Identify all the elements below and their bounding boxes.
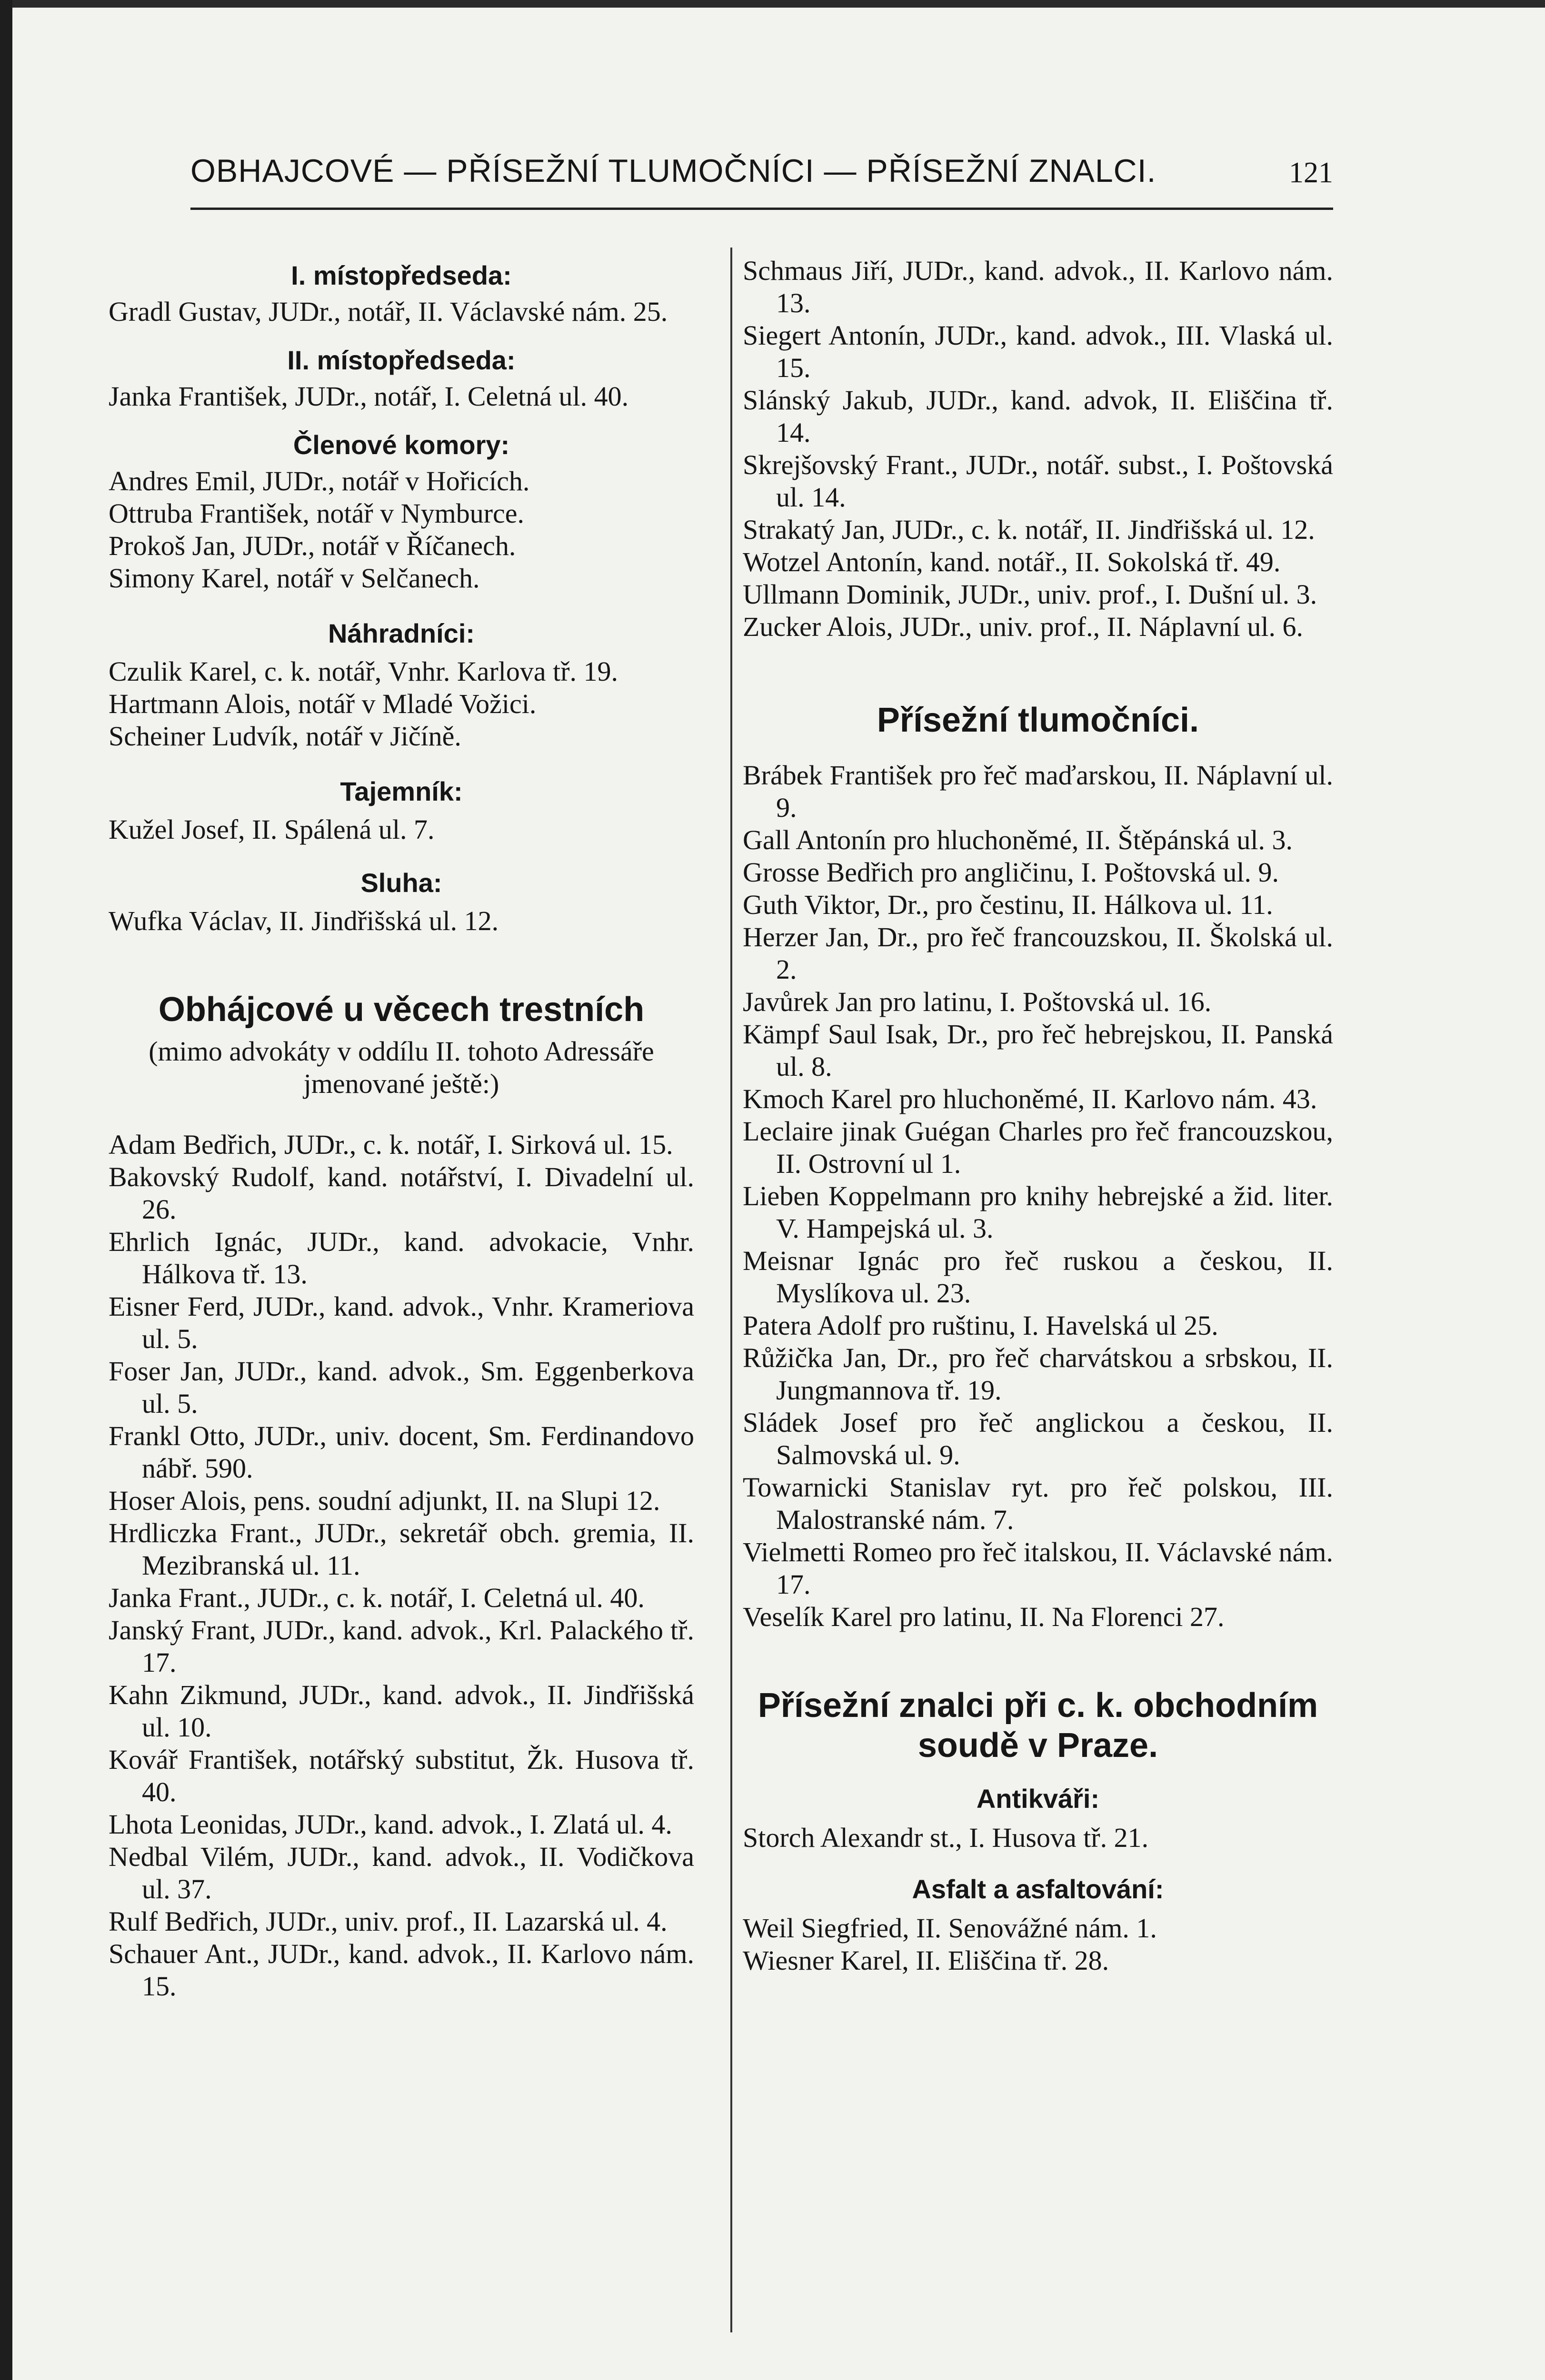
members-list — [109, 465, 694, 595]
subs-list — [109, 655, 694, 753]
servant-list — [109, 905, 694, 937]
list-entry: Andres Emil, JUDr., notář v Hořicích. — [109, 466, 530, 496]
list-entry: Meisnar Ignác pro řeč ruskou a českou, II. Myslíkova ul. 23. — [743, 1245, 1333, 1309]
list-entry: Ullmann Dominik, JUDr., univ. prof., I. Dušní ul. 3. — [743, 579, 1317, 610]
list-entry: Foser Jan, JUDr., kand. advok., Sm. Eggenberkova ul. 5. — [109, 1356, 694, 1419]
left-column — [109, 255, 694, 2003]
list-entry: Bakovský Rudolf, kand. notářství, I. Divadelní ul. 26. — [109, 1161, 694, 1225]
vice1-list — [109, 296, 694, 328]
antiquarians-heading: Antikváři: — [976, 1784, 1100, 1814]
running-header — [190, 152, 1333, 205]
list-entry: Růžička Jan, Dr., pro řeč charvátskou a srbskou, II. Jungmannova tř. 19. — [743, 1342, 1333, 1406]
list-entry: Gall Antonín pro hluchoněmé, II. Štěpánská ul. 3. — [743, 824, 1293, 855]
list-entry: Kämpf Saul Isak, Dr., pro řeč hebrejskou, II. Panská ul. 8. — [743, 1019, 1333, 1082]
list-entry: Storch Alexandr st., I. Husova tř. 21. — [743, 1822, 1149, 1853]
scan-edge-left — [0, 0, 12, 2380]
list-entry: Patera Adolf pro ruštinu, I. Havelská ul 25. — [743, 1310, 1218, 1341]
list-entry: Rulf Bedřich, JUDr., univ. prof., II. Lazarská ul. 4. — [109, 1906, 668, 1937]
asphalt-list — [743, 1912, 1333, 1977]
criminal-list-continued — [743, 255, 1333, 643]
list-entry: Wufka Václav, II. Jindřišská ul. 12. — [109, 905, 499, 936]
list-entry: Lhota Leonidas, JUDr., kand. advok., I. Zlatá ul. 4. — [109, 1809, 672, 1840]
secretary-heading: Tajemník: — [340, 776, 463, 806]
list-entry: Wiesner Karel, II. Eliščina tř. 28. — [743, 1945, 1109, 1976]
list-entry: Janka Frant., JUDr., c. k. notář, I. Celetná ul. 40. — [109, 1582, 645, 1613]
list-entry: Lieben Koppelmann pro knihy hebrejské a žid. liter. V. Hampejská ul. 3. — [743, 1180, 1333, 1244]
experts-section-title: Přísežní znalci při c. k. obchodním soudě v Praze. — [758, 1686, 1318, 1765]
list-entry: Adam Bedřich, JUDr., c. k. notář, I. Sirková ul. 15. — [109, 1129, 673, 1160]
list-entry: Towarnicki Stanislav ryt. pro řeč polskou, III. Malostranské nám. 7. — [743, 1472, 1333, 1535]
list-entry: Hartmann Alois, notář v Mladé Vožici. — [109, 688, 537, 719]
interpreters-list — [743, 759, 1333, 1633]
list-entry: Leclaire jinak Guégan Charles pro řeč francouzskou, II. Ostrovní ul 1. — [743, 1116, 1333, 1179]
list-entry: Javůrek Jan pro latinu, I. Poštovská ul. 16. — [743, 986, 1212, 1017]
list-entry: Strakatý Jan, JUDr., c. k. notář, II. Jindřišská ul. 12. — [743, 514, 1315, 545]
list-entry: Schmaus Jiří, JUDr., kand. advok., II. Karlovo nám. 13. — [743, 255, 1333, 318]
header-rule — [190, 208, 1333, 210]
scan-edge-top — [0, 0, 1545, 8]
subs-heading: Náhradníci: — [328, 618, 475, 648]
list-entry: Grosse Bedřich pro angličinu, I. Poštovská ul. 9. — [743, 857, 1279, 888]
list-entry: Kmoch Karel pro hluchoněmé, II. Karlovo nám. 43. — [743, 1083, 1317, 1114]
members-heading: Členové komory: — [293, 430, 510, 460]
list-entry: Kužel Josef, II. Spálená ul. 7. — [109, 814, 435, 845]
list-entry: Hoser Alois, pens. soudní adjunkt, II. na Slupi 12. — [109, 1485, 660, 1516]
list-entry: Janka František, JUDr., notář, I. Celetná ul. 40. — [109, 381, 629, 412]
column-divider — [730, 248, 732, 2332]
list-entry: Gradl Gustav, JUDr., notář, II. Václavské nám. 25. — [109, 296, 668, 327]
list-entry: Siegert Antonín, JUDr., kand. advok., III. Vlaská ul. 15. — [743, 320, 1333, 383]
vice1-heading: I. místopředseda: — [291, 260, 512, 290]
list-entry: Slánský Jakub, JUDr., kand. advok, II. Eliščina tř. 14. — [743, 385, 1333, 448]
list-entry: Brábek František pro řeč maďarskou, II. Náplavní ul. 9. — [743, 760, 1333, 823]
asphalt-heading: Asfalt a asfaltování: — [912, 1874, 1164, 1904]
right-column — [743, 255, 1333, 1977]
list-entry: Skrejšovský Frant., JUDr., notář. subst., I. Poštovská ul. 14. — [743, 449, 1333, 513]
criminal-note: (mimo advokáty v oddílu II. tohoto Adressáře jmenované ještě:) — [149, 1036, 654, 1099]
list-entry: Schauer Ant., JUDr., kand. advok., II. Karlovo nám. 15. — [109, 1938, 694, 2002]
list-entry: Prokoš Jan, JUDr., notář v Říčanech. — [109, 530, 516, 561]
interpreters-section-title: Přísežní tlumočníci. — [877, 701, 1199, 739]
list-entry: Herzer Jan, Dr., pro řeč francouzskou, II. Školská ul. 2. — [743, 922, 1333, 985]
list-entry: Ehrlich Ignác, JUDr., kand. advokacie, Vnhr. Hálkova tř. 13. — [109, 1226, 694, 1289]
criminal-list — [109, 1129, 694, 2003]
list-entry: Zucker Alois, JUDr., univ. prof., II. Náplavní ul. 6. — [743, 611, 1303, 642]
list-entry: Wotzel Antonín, kand. notář., II. Sokolská tř. 49. — [743, 546, 1281, 577]
list-entry: Guth Viktor, Dr., pro čestinu, II. Hálkova ul. 11. — [743, 889, 1273, 920]
servant-heading: Sluha: — [360, 868, 442, 898]
list-entry: Eisner Ferd, JUDr., kand. advok., Vnhr. Krameriova ul. 5. — [109, 1291, 694, 1354]
list-entry: Ottruba František, notář v Nymburce. — [109, 498, 525, 529]
list-entry: Sládek Josef pro řeč anglickou a českou, II. Salmovská ul. 9. — [743, 1407, 1333, 1470]
list-entry: Scheiner Ludvík, notář v Jičíně. — [109, 721, 461, 752]
secretary-list — [109, 813, 694, 846]
list-entry: Nedbal Vilém, JUDr., kand. advok., II. Vodičkova ul. 37. — [109, 1841, 694, 1904]
list-entry: Vielmetti Romeo pro řeč italskou, II. Václavské nám. 17. — [743, 1537, 1333, 1600]
list-entry: Frankl Otto, JUDr., univ. docent, Sm. Ferdinandovo nábř. 590. — [109, 1420, 694, 1484]
list-entry: Kovář František, notářský substitut, Žk. Husova tř. 40. — [109, 1744, 694, 1807]
list-entry: Weil Siegfried, II. Senovážné nám. 1. — [743, 1913, 1157, 1944]
list-entry: Czulik Karel, c. k. notář, Vnhr. Karlova tř. 19. — [109, 656, 618, 687]
antiquarians-list — [743, 1822, 1333, 1854]
vice2-heading: II. místopředseda: — [287, 345, 516, 375]
criminal-section-title: Obhájcové u věcech trestních — [158, 991, 645, 1029]
vice2-list — [109, 380, 694, 413]
page-number: 121 — [1289, 157, 1333, 189]
list-entry: Janský Frant, JUDr., kand. advok., Krl. Palackého tř. 17. — [109, 1615, 694, 1678]
header-title: OBHAJCOVÉ — PŘÍSEŽNÍ TLUMOČNÍCI — PŘÍSEŽNÍ ZNALCI. — [190, 153, 1156, 189]
list-entry: Kahn Zikmund, JUDr., kand. advok., II. Jindřišská ul. 10. — [109, 1679, 694, 1743]
list-entry: Simony Karel, notář v Selčanech. — [109, 563, 480, 594]
list-entry: Veselík Karel pro latinu, II. Na Florenci 27. — [743, 1601, 1225, 1632]
list-entry: Hrdliczka Frant., JUDr., sekretář obch. gremia, II. Mezibranská ul. 11. — [109, 1517, 694, 1581]
